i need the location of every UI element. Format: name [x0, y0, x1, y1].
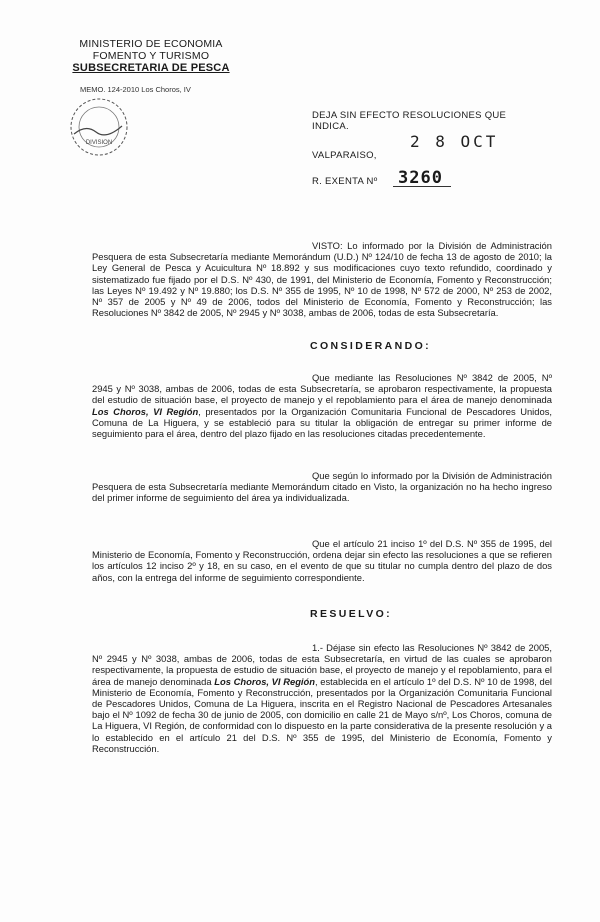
visto-text: VISTO: Lo informado por la División de Administración Pesquera de esta Subsecretaría mediante Memorándum (U.D.) Nº 124/10 de fecha 13 de agosto de 2010; la Ley General de Pesca y Acuicultura Nº 18.892 y sus modificaciones cuyo texto refundido, coordinado y sistematizado fue fijado por el D.S. Nº 430, de 1991, del Ministerio de Economía, Fomento y Reconstrucción; las Leyes Nº 19.492 y Nº 19.880; los D.S. Nº 355 de 1995, Nº 10 de 1998, Nº 572 de 2000, Nº 253 de 2002, Nº 357 de 2005 y Nº 49 de 2006, todos del Ministerio de Economía, Fomento y Reconstrucción; las Resoluciones Nº 3842 de 2005, Nº 2945 y Nº 3038, ambas de 2006, todas de esta Subsecretaría. — [92, 240, 552, 319]
visto-paragraph — [92, 240, 552, 318]
place: VALPARAISO, — [312, 150, 377, 161]
subject-line-1: DEJA SIN EFECTO RESOLUCIONES QUE — [312, 110, 507, 121]
considerando-heading: CONSIDERANDO: — [310, 340, 432, 352]
date-stamp: 2 8 OCT — [410, 132, 499, 151]
resolution-number: 3260 — [398, 168, 443, 188]
subject-line-2: INDICA. — [312, 121, 349, 132]
resuelvo-paragraph-1: 1.- Déjase sin efecto las Resoluciones Nº 3842 de 2005, Nº 2945 y Nº 3038, ambas de 2006, todas de esta Subsecretaría, en virtud de las cuales se aprobaron respectivamente, la propuesta de estudio de situación base, el proyecto de manejo y el repoblamiento, para el área de manejo denominada Los Choros, VI Región, establecida en el artículo 1º del D.S. Nº 10 de 1998, del Ministerio de Economía, Fomento y Reconstrucción, presentados por la Organización Comunitaria Funcional de Pescadores Unidos, Comuna de La Higuera, inscrita en el Registro Nacional de Pescadores Artesanales bajo el Nº 1092 de fecha 30 de junio de 2005, con domicilio en calle 21 de Mayo s/nº, Los Choros, comuna de La Higuera, VI Región, de conformidad con lo dispuesto en la parte considerativa de la presente resolución y a lo establecido en el artículo 21 del D.S. Nº 355 de 1995, del Ministerio de Economía, Fomento y Reconstrucción. — [92, 642, 552, 754]
considerando-paragraph-1: Que mediante las Resoluciones Nº 3842 de 2005, Nº 2945 y Nº 3038, ambas de 2006, todas de esta Subsecretaría, se aprobaron respectivamente, la propuesta del estudio de situación base, el proyecto de manejo y el repoblamiento para el área de manejo denominada Los Choros, VI Región, presentados por la Organización Comunitaria Funcional de Pescadores Unidos, Comuna de La Higuera, y se estableció para su titular la obligación de entregar su primer informe de seguimiento para el área, dentro del plazo fijado en las resoluciones citadas precedentemente. — [92, 372, 552, 440]
considerando-paragraph-2: Que según lo informado por la División de Administración Pesquera de esta Subsecretaría mediante Memorándum citado en Visto, la organización no ha hecho ingreso del primer informe de seguimiento del área ya individualizada. — [92, 470, 552, 504]
ministry-line-2: FOMENTO Y TURISMO — [92, 50, 210, 62]
subject — [312, 110, 506, 132]
official-seal-icon — [66, 94, 132, 160]
resuelvo-heading: RESUELVO: — [310, 608, 393, 620]
resolution-label: R. EXENTA Nº — [312, 176, 378, 187]
area-name-resuelvo: Los Choros, VI Región — [214, 675, 315, 687]
area-name: Los Choros, VI Región — [92, 405, 199, 417]
ministry-line-1: MINISTERIO DE ECONOMIA — [79, 38, 223, 50]
seal-label: DIVISION — [85, 140, 113, 146]
considerando-paragraph-3: Que el artículo 21 inciso 1º del D.S. Nº 355 de 1995, del Ministerio de Economía, Fomento y Reconstrucción, ordena dejar sin efecto las resoluciones a que se refieren los artículos 12 inciso 2º y 18, en su caso, en el evento de que su titular no cumpla dentro del plazo de dos años, con la entrega del informe de seguimiento correspondiente. — [92, 538, 552, 583]
resolution-underline — [393, 186, 451, 187]
subsecretaria-line: SUBSECRETARIA DE PESCA — [72, 62, 230, 74]
ministry-header — [56, 38, 246, 74]
memo-reference: MEMO. 124-2010 Los Choros, IV — [80, 85, 191, 94]
